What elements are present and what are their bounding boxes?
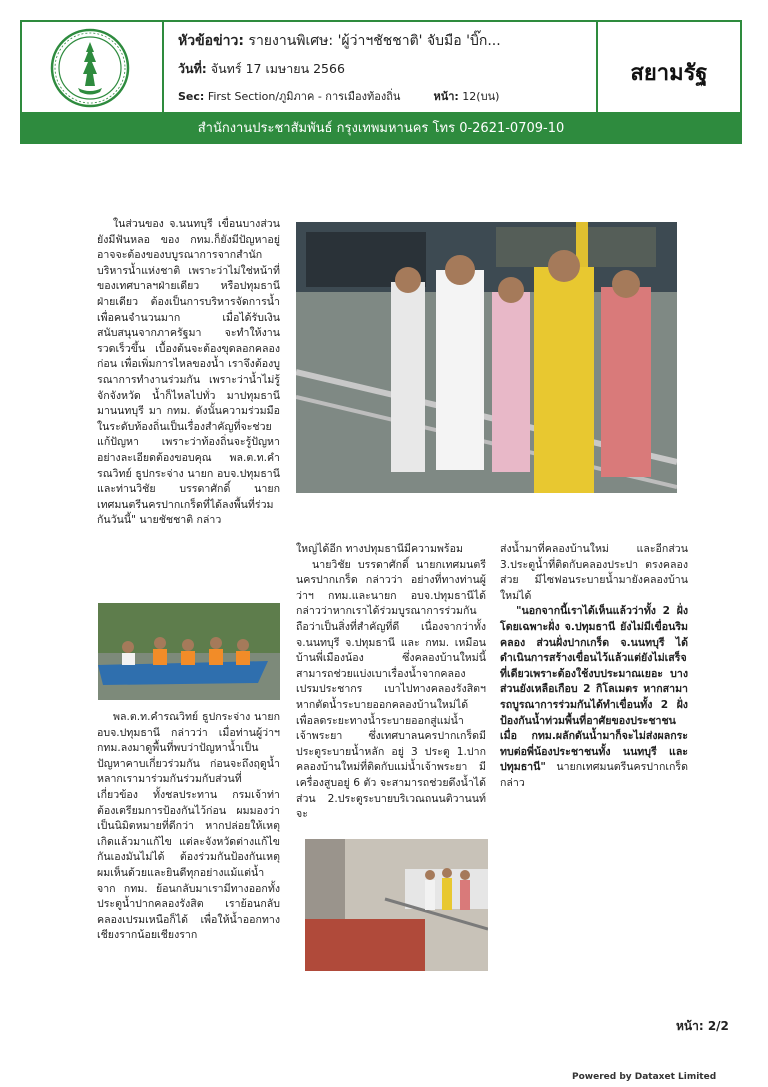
- paragraph: ใหญ่ได้อีก ทางปทุมธานีมีความพร้อม: [296, 543, 463, 555]
- article-column-3: [500, 542, 688, 792]
- date-value: จันทร์ 17 เมษายน 2566: [210, 61, 345, 76]
- powered-by: Powered by Dataxet Limited: [572, 1072, 717, 1082]
- date-row: [178, 59, 345, 79]
- bma-seal-logo: [50, 28, 130, 108]
- page-label: หน้า:: [433, 90, 459, 103]
- article-column-1-top: [97, 217, 280, 529]
- contact-bar: สำนักงานประชาสัมพันธ์ กรุงเทพมหานคร โทร 0-2621-0709-10: [20, 114, 742, 144]
- paragraph: ส่งน้ำมาที่คลองบ้านใหม่ และอีกส่วน 3.ประตูน้ำที่ติดกับคลองประปา ตรงคลองส่วย มีไซฟอนระบายน้ำมายังคลองบ้านใหม่ได้: [500, 543, 688, 602]
- section-value: First Section/ภูมิภาค - การเมืองท้องถิ่น: [207, 90, 401, 103]
- page-value: 12(บน): [462, 90, 500, 103]
- article-column-1-bottom: [97, 710, 280, 944]
- quote-paragraph: [500, 604, 688, 791]
- section-row: [178, 87, 499, 105]
- logo-cell: [22, 22, 164, 112]
- page-number: หน้า: 2/2: [676, 1019, 729, 1033]
- headline-row: [178, 30, 501, 52]
- paragraph: ในส่วนของ จ.นนทบุรี เขื่อนบางส่วนยังมีฟันหลอ ของ กทม.ก็ยังมีปัญหาอยู่ อาจจะต้องของบบูรณาการจากสำนักบริหารน้ำแห่งชาติ เพราะว่าไม่ใช่หน้าที่ของเทศบาลฯฝ่ายเดียว หรือปทุมธานีฝ่ายเดียว ต้องเป็นการบริหารจัดการน้ำเพื่อคนจำนวนมาก เมื่อได้รับเงินสนับสนุนจากภาครัฐมา จะทำให้งานรวดเร็วขึ้น เบื้องต้นจะต้องขุดลอกคลองก่อน เพื่อเพิ่มการไหลของน้ำ เราจึงต้องบูรณาการทำงานร่วมกัน เพราะว่าน้ำไม่รู้จักจังหวัด น้ำก็ไหลไปทั่ว มาปทุมธานี มานนทบุรี มา กทม. ดังนั้นความร่วมมือในระดับท้องถิ่นเป็นเรื่องสำคัญที่จะช่วยแก้ปัญหา เพราะว่าท้องถิ่นจะรู้ปัญหาอย่างละเอียดต้องขอบคุณ พล.ต.ท.คำรณวิทย์ ธูปกระจ่าง นายก อบจ.ปทุมธานีและท่านวิชัย บรรดาศักดิ์ นายกเทศมนตรีนครปากเกร็ดที่ได้ลงพื้นที่ร่วมกันวันนี้" นายชัชชาติ กล่าว: [97, 218, 280, 527]
- paragraph: นายวิชัย บรรดาศักดิ์ นายกเทศมนตรีนครปากเกร็ด กล่าวว่า อย่างที่ทางท่านผู้ว่าฯ กทม.และนายก อบจ.ปทุมธานีได้กล่าวว่าหากเราได้ร่วมบูรณาการร่วมกัน ถือว่าเป็นสิ่งที่สำคัญที่ดี เนื่องจากว่าทั้ง จ.นนทบุรี จ.ปทุมธานี และ กทม. เหมือนบ้านพี่เมืองน้อง ซึ่งคลองบ้านใหม่นี้สามารถช่วยแบ่งเบาเรื่องน้ำจากคลองเปรมประชากร เบาไปทางคลองรังสิตฯ หากตัดน้ำระบายออกคลองบ้านใหม่ได้ เพื่อลดระยะทางน้ำระบายออกสู่แม่น้ำเจ้าพระยา ซึ่งเทศบาลนครปากเกร็ดมีประตูระบายน้ำหลัก อยู่ 3 ประตู 1.ปากคลองบ้านใหม่ที่ติดกับแม่น้ำเจ้าพระยา มีเครื่องสูบอยู่ 6 ตัว จะสามารถช่วยดึงน้ำได้ ส่วน 2.ประตูระบายบริเวณถนนติวานนท์ จะ: [296, 558, 486, 821]
- publication-name: สยามรัฐ: [630, 61, 708, 86]
- publication-cell: [596, 22, 740, 112]
- floodgate-photo: [305, 839, 488, 971]
- headline-label: หัวข้อข่าว:: [178, 33, 244, 49]
- article-column-2: [296, 542, 486, 823]
- paragraph: พล.ต.ท.คำรณวิทย์ ธูปกระจ่าง นายก อบจ.ปทุมธานี กล่าวว่า เมื่อท่านผู้ว่าฯ กทม.ลงมาดูพื้นที่พบว่าปัญหาน้ำเป็นปัญหาคาบเกี่ยวร่วมกัน ก่อนจะถึงฤดูน้ำหลากเรามาร่วมกันร่วมกับส่วนที่เกี่ยวข้อง ทั้งชลประทาน กรมเจ้าท่าต้องเตรียมการป้องกันไว้ก่อน ผมมองว่าเป็นนิมิตหมายที่ดีกว่า หากปล่อยให้เหตุเกิดแล้วมาแก้ไข แต่ละจังหวัดต่างแก้ไขกันเองมันไม่ได้ ต้องร่วมกันป้องกันเหตุ ผมเห็นด้วยและยินดีทุกอย่างแม้แต่น้ำจาก กทม. ย้อนกลับมาเรามีทางออกทั้งประตูน้ำปากคลองรังสิต เราย้อนกลับคลองเปรมเหนือก็ได้ เพื่อให้น้ำออกทางเชียงรากน้อยเชียงราก: [97, 711, 280, 942]
- floodgate-photo-graphic: [305, 839, 488, 971]
- headline-text: รายงานพิเศษ: 'ผู้ว่าฯชัชชาติ' จับมือ 'บิ๊ก...: [248, 33, 501, 49]
- sec-label: Sec:: [178, 90, 205, 103]
- boat-photo: [98, 603, 280, 700]
- clipping-meta: [178, 22, 598, 112]
- quote-attribution: นายกเทศมนตรีนครปากเกร็ด กล่าว: [500, 761, 688, 789]
- boat-photo-graphic: [98, 603, 280, 700]
- inspection-photo-graphic: [296, 222, 677, 493]
- date-label: วันที่:: [178, 61, 207, 76]
- clipping-header: [20, 20, 742, 114]
- quote-text: "นอกจากนี้เราได้เห็นแล้วว่าทั้ง 2 ฝั่ง โดยเฉพาะฝั่ง จ.ปทุมธานี ยังไม่มีเขื่อนริมคลอง ส่วนฝั่งปากเกร็ด จ.นนทบุรี ได้ดำเนินการสร้างเขื่อนไว้แล้วแต่ยังไม่เสร็จที่เดียวเพราะต้องใช้งบประมาณเยอะ บางส่วนยังเหลือเกือบ 2 กิโลเมตร หากสามารถบูรณาการร่วมกันได้ทำเขื่อนทั้ง 2 ฝั่ง ป้องกันน้ำท่วมพื้นที่อาศัยของประชาชน เมื่อ กทม.ผลักดันน้ำมาก็จะไม่ส่งผลกระทบต่อพี่น้องประชาชนทั้ง นนทบุรี และปทุมธานี": [500, 605, 688, 774]
- inspection-photo: [296, 222, 677, 493]
